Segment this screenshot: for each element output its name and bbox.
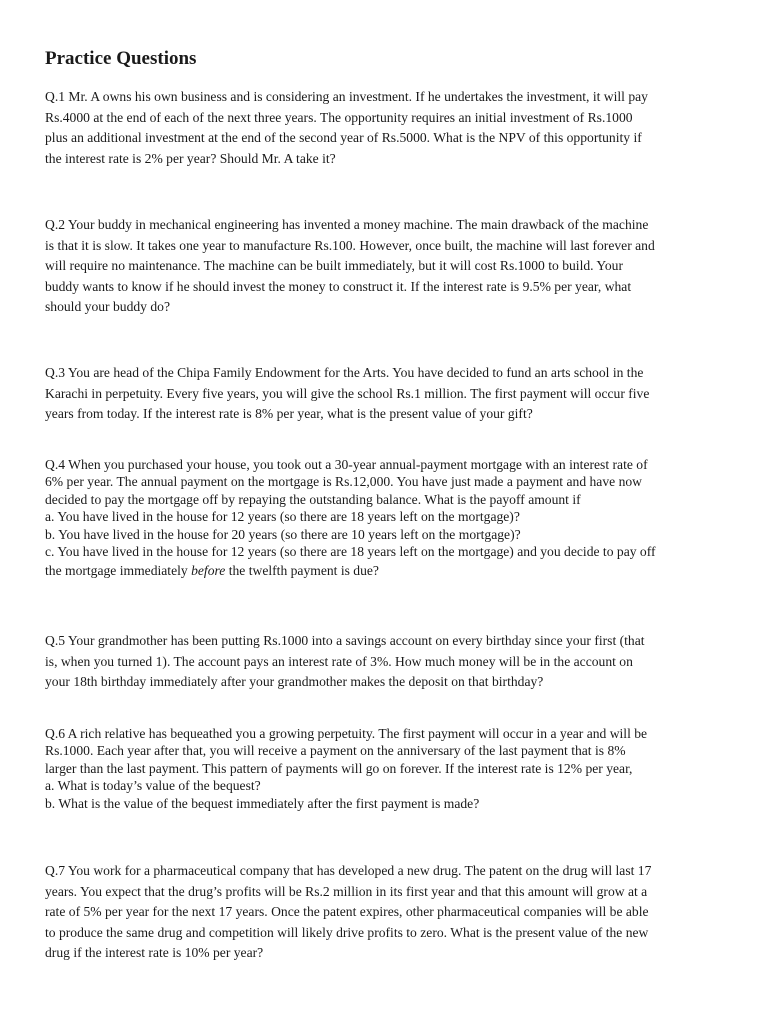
question-line: Rs.1000. Each year after that, you will receive a payment on the anniversary of the last payment that is 8%	[45, 743, 626, 759]
emphasized-word: before	[191, 563, 226, 579]
question-line: Rs.4000 at the end of each of the next three years. The opportunity requires an initial investment of Rs.1000	[45, 109, 633, 125]
question-4-text	[45, 456, 735, 581]
page-title: Practice Questions	[45, 48, 197, 69]
question-4	[45, 456, 735, 581]
question-3	[45, 363, 735, 425]
question-5-text	[45, 631, 735, 693]
question-line: years from today. If the interest rate is 8% per year, what is the present value of your gift?	[45, 406, 533, 421]
question-line: plus an additional investment at the end of the second year of Rs.5000. What is the NPV of this opportunity if	[45, 130, 642, 145]
question-part-a: a. You have lived in the house for 12 years (so there are 18 years left on the mortgage)?	[45, 509, 520, 525]
question-line: Q.7 You work for a pharmaceutical company that has developed a new drug. The patent on the drug will last 17	[45, 863, 652, 878]
question-1	[45, 87, 735, 169]
question-line: to produce the same drug and competition will likely drive profits to zero. What is the present value of the new	[45, 924, 649, 940]
question-line: decided to pay the mortgage off by repaying the outstanding balance. What is the payoff amount if	[45, 491, 581, 507]
question-2-text	[45, 215, 735, 318]
question-6	[45, 725, 735, 812]
question-6-text	[45, 725, 735, 812]
question-line: years. You expect that the drug’s profits will be Rs.2 million in its first year and that this amount will grow at a	[45, 883, 648, 899]
question-part-b: b. What is the value of the bequest immediately after the first payment is made?	[45, 795, 480, 811]
question-line	[45, 560, 735, 581]
question-line: is that it is slow. It takes one year to manufacture Rs.100. However, once built, the machine will last forever and	[45, 237, 655, 253]
question-part-a: a. What is today’s value of the bequest?	[45, 778, 261, 794]
question-line: Q.3 You are head of the Chipa Family Endowment for the Arts. You have decided to fund an arts school in the	[45, 365, 644, 380]
question-line: will require no maintenance. The machine can be built immediately, but it will cost Rs.1000 to build. Your	[45, 258, 624, 273]
question-3-text	[45, 363, 735, 425]
question-line: larger than the last payment. This pattern of payments will go on forever. If the interest rate is 12% per year,	[45, 760, 633, 776]
question-line: Q.2 Your buddy in mechanical engineering has invented a money machine. The main drawback of the machine	[45, 217, 649, 232]
question-line: the interest rate is 2% per year? Should Mr. A take it?	[45, 150, 336, 166]
question-7	[45, 861, 735, 964]
question-line: Q.6 A rich relative has bequeathed you a growing perpetuity. The first payment will occur in a year and will be	[45, 726, 648, 741]
question-line: your 18th birthday immediately after your grandmother makes the deposit on that birthday?	[45, 674, 544, 689]
question-line: drug if the interest rate is 10% per year?	[45, 945, 264, 960]
question-line: Q.5 Your grandmother has been putting Rs.1000 into a savings account on every birthday since your first (that	[45, 633, 645, 648]
question-5	[45, 631, 735, 693]
question-1-text	[45, 87, 735, 169]
question-line: is, when you turned 1). The account pays an interest rate of 3%. How much money will be in the account on	[45, 653, 633, 669]
question-text-segment: the twelfth payment is due?	[225, 563, 379, 579]
question-line: rate of 5% per year for the next 17 years. Once the patent expires, other pharmaceutical companies will be able	[45, 904, 649, 919]
question-7-text	[45, 861, 735, 964]
question-2	[45, 215, 735, 318]
question-line: Karachi in perpetuity. Every five years, you will give the school Rs.1 million. The first payment will occur five	[45, 385, 650, 401]
question-line: buddy wants to know if he should invest the money to construct it. If the interest rate is 9.5% per year, what	[45, 278, 632, 294]
question-line: should your buddy do?	[45, 299, 170, 314]
question-line: Q.1 Mr. A owns his own business and is considering an investment. If he undertakes the investment, it will pay	[45, 89, 648, 104]
question-line: 6% per year. The annual payment on the mortgage is Rs.12,000. You have just made a payment and have now	[45, 474, 642, 490]
question-line: Q.4 When you purchased your house, you took out a 30-year annual-payment mortgage with an interest rate of	[45, 457, 648, 472]
question-text-segment: the mortgage immediately	[45, 563, 192, 579]
question-part-c: c. You have lived in the house for 12 years (so there are 18 years left on the mortgage) and you decide to pay off	[45, 544, 656, 560]
question-part-b: b. You have lived in the house for 20 years (so there are 10 years left on the mortgage)?	[45, 526, 521, 542]
